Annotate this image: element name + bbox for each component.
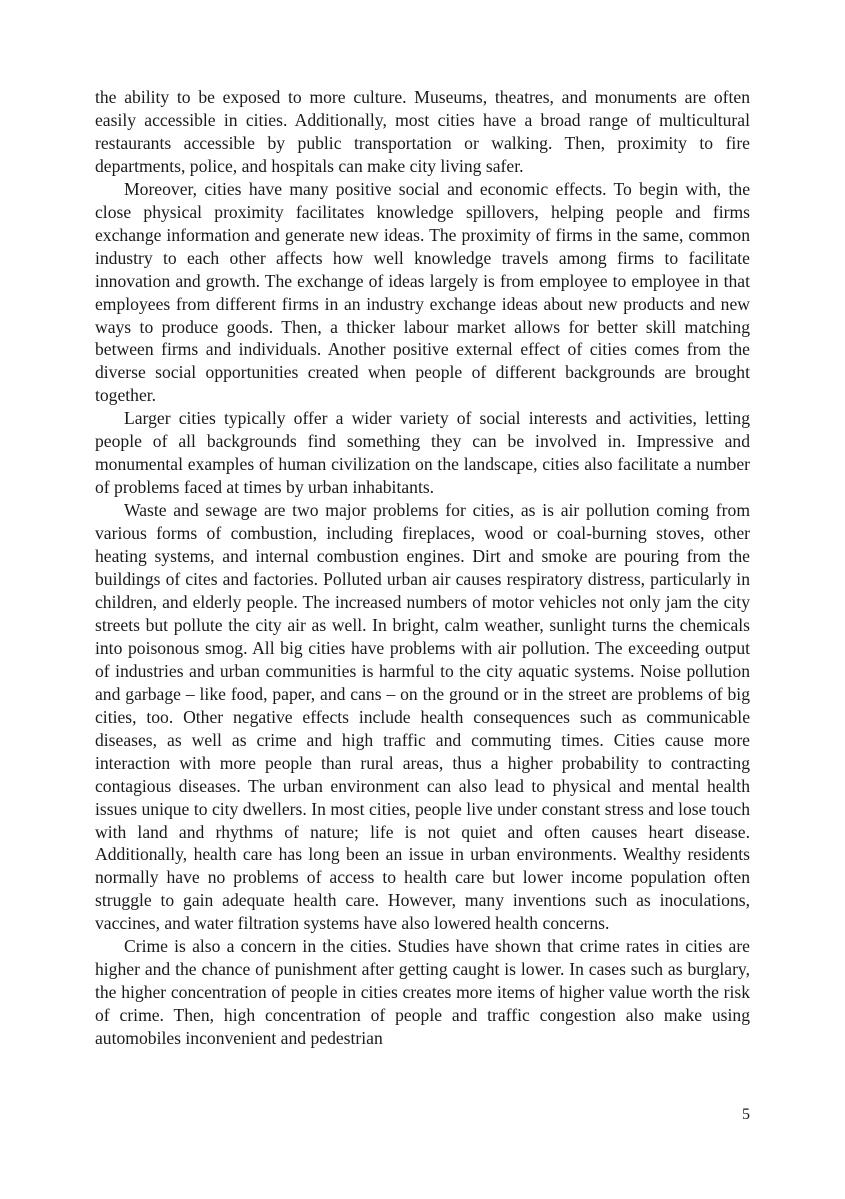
page-body (95, 86, 750, 1050)
paragraph-continuation-culture: the ability to be exposed to more culture. Museums, theatres, and monuments are often easily accessible in cities. Additionally, most cities have a broad range of multicultural restaurants accessible by public transportation or walking. Then, proximity to fire departments, police, and hospitals can make city living safer. (95, 87, 750, 176)
paragraph-positive-effects: Moreover, cities have many positive social and economic effects. To begin with, the close physical proximity facilitates knowledge spillovers, helping people and firms exchange information and generate new ideas. The proximity of firms in the same, common industry to each other affects how well knowledge travels among firms to facilitate innovation and growth. The exchange of ideas largely is from employee to employee in that employees from different firms in an industry exchange ideas about new products and new ways to produce goods. Then, a thicker labour market allows for better skill matching between firms and individuals. Another positive external effect of cities comes from the diverse social opportunities created when people of different backgrounds are brought together. (95, 178, 750, 406)
paragraph-waste-pollution: Waste and sewage are two major problems for cities, as is air pollution coming from various forms of combustion, including fireplaces, wood or coal-burning stoves, other heating systems, and internal combustion engines. Dirt and smoke are pouring from the buildings of cites and factories. Polluted urban air causes respiratory distress, particularly in children, and elderly people. The increased numbers of motor vehicles not only jam the city streets but pollute the city air as well. In bright, calm weather, sunlight turns the chemicals into poisonous smog. All big cities have problems with air pollution. The exceeding output of industries and urban communities is harmful to the city aquatic systems. Noise pollution and garbage – like food, paper, and cans – on the ground or in the street are problems of big cities, too. Other negative effects include health consequences such as communicable diseases, as well as crime and high traffic and commuting times. Cities cause more interaction with more people than rural areas, thus a higher probability to contracting contagious diseases. The urban environment can also lead to physical and mental health issues unique to city dwellers. In most cities, people live under constant stress and lose touch with land and rhythms of nature; life is not quiet and often causes heart disease. Additionally, health care has long been an issue in urban environments. Wealthy residents normally have no problems of access to health care but lower income population often struggle to gain adequate health care. However, many inventions such as inoculations, vaccines, and water filtration systems have also lowered health concerns. (95, 500, 750, 934)
page-number: 5 (742, 1106, 750, 1123)
paragraph-crime: Crime is also a concern in the cities. Studies have shown that crime rates in cities are higher and the chance of punishment after getting caught is lower. In cases such as burglary, the higher concentration of people in cities creates more items of higher value worth the risk of crime. Then, high concentration of people and traffic congestion also make using automobiles inconvenient and pedestrian (95, 936, 750, 1049)
paragraph-larger-cities: Larger cities typically offer a wider variety of social interests and activities, letting people of all backgrounds find something they can be involved in. Impressive and monumental examples of human civilization on the landscape, cities also facilitate a number of problems faced at times by urban inhabitants. (95, 408, 750, 498)
